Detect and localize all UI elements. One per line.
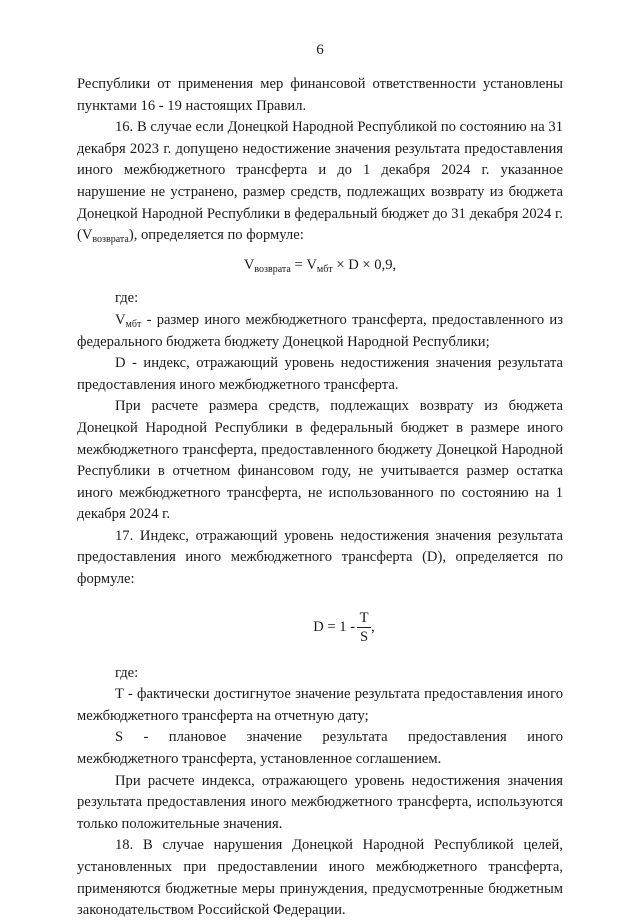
where-label-2: где:	[115, 664, 139, 681]
page-number: 6	[316, 42, 324, 58]
paragraph-16-end: ), определяется по формуле:	[128, 227, 304, 244]
formula-d-lhs: D = 1 -	[313, 618, 356, 635]
def-v-text: - размер иного межбюджетного трансферта, предоставленного из федерального бюджета бюджету Донецкой Народной Республики;	[77, 311, 563, 350]
paragraph-17: 17. Индекс, отражающий уровень недостижения значения результата предоставления иного межбюджетного трансферта (D), определяется по формуле:	[77, 527, 563, 588]
definition-d: D - индекс, отражающий уровень недостижения значения результата предоставления иного межбюджетного трансферта.	[77, 355, 563, 393]
formula-return-amount	[77, 255, 563, 277]
paragraph-continuation: Республики от применения мер финансовой ответственности установлены пунктами 16 - 19 настоящих Правил.	[77, 76, 563, 114]
where-label-1: где:	[115, 290, 139, 307]
def-symbol-v: V	[115, 311, 126, 328]
formula-var-v: V	[243, 256, 255, 273]
formula-tail: × D × 0,9,	[332, 256, 397, 273]
definition-t: T - фактически достигнутое значение результата предоставления иного межбюджетного трансферта на отчетную дату;	[77, 686, 563, 724]
definition-s: S - плановое значение результата предоставления иного межбюджетного трансферта, установленное соглашением.	[77, 729, 563, 768]
fraction-denominator: S	[360, 629, 369, 646]
paragraph-calc-return: При расчете размера средств, подлежащих возврату из бюджета Донецкой Народной Республики в федеральный бюджет в размере иного межбюджетного трансферта, предоставленного бюджету Донецкой Народной Республики в отчетном финансовом году, не учитывается размер остатка иного межбюджетного трансферта, не использованного по состоянию на 1 декабря 2024 г.	[77, 398, 563, 523]
fraction-numerator: T	[359, 610, 369, 627]
fraction-t-over-s	[357, 609, 371, 646]
formula-equals-v: = V	[290, 256, 317, 273]
paragraph-calc-index: При расчете индекса, отражающего уровень недостижения значения результата предоставления иного межбюджетного трансферта, используются только положительные значения.	[77, 772, 563, 832]
formula-sub-return: возврата	[254, 263, 291, 275]
definition-v-mbt	[77, 310, 563, 353]
formula-d-tail: ,	[371, 618, 375, 635]
formula-index-d	[125, 605, 563, 651]
paragraph-16-text: 16. В случае если Донецкой Народной Республикой по состоянию на 31 декабря 2023 г. допущено недостижение значения результата предоставления иного межбюджетного трансферта и до 1 декабря 2024 г. указанное нарушение не устранено, размер средств, подлежащих возврату из бюджета Донецкой Народной Республики в федеральный бюджет до 31 декабря 2024 г. (V	[77, 119, 563, 244]
document-body	[77, 74, 563, 922]
subscript-return: возврата	[92, 234, 129, 246]
paragraph-16	[77, 117, 563, 247]
def-sub-mbt: мбт	[125, 318, 142, 330]
formula-sub-mbt: мбт	[316, 263, 333, 275]
paragraph-18: 18. В случае нарушения Донецкой Народной Республикой целей, установленных при предоставлении иного межбюджетного трансферта, применяются бюджетные меры принуждения, предусмотренные бюджетным законодательством Российской Федерации.	[77, 837, 563, 919]
